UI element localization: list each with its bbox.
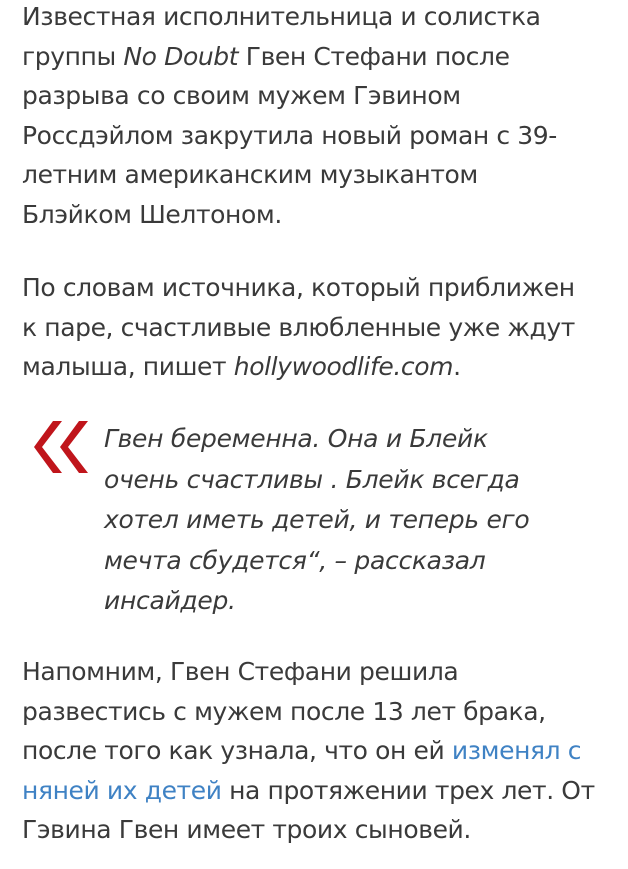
text-fragment: группы [22,41,124,71]
text-fragment: . [453,352,461,382]
quote-line: очень счастливы . Блейк всегда [104,464,520,494]
article-paragraph-intro [22,0,557,235]
quote-mark-icon [32,419,90,475]
text-line: Известная исполнительница и солистка [22,2,541,31]
quote-line: Гвен беременна. Она и Блейк [104,424,488,453]
source-site-emphasis: hollywoodlife.com [233,352,454,382]
text-line [22,37,557,77]
text-line: Блэйком Шелтоном. [22,199,282,229]
quote-line: хотел иметь детей, и теперь его [104,505,530,534]
text-fragment: Гвен Стефани после [238,41,510,71]
band-name-emphasis: No Doubt [123,41,239,71]
cheating-article-link-continued[interactable]: няней их детей [22,775,222,805]
quote-text [104,419,529,622]
text-fragment: малыша, пишет [22,352,234,382]
cheating-article-link[interactable]: изменял с [451,736,582,766]
text-fragment: после того как узнала, что он ей [22,736,452,766]
text-line: По словам источника, который приближен [22,273,575,302]
text-line [22,731,595,771]
text-line: Напомним, Гвен Стефани решила [22,657,459,686]
text-line: разрыва со своим мужем Гэвином [22,81,461,111]
text-line: Гэвина Гвен имеет троих сыновей. [22,815,471,845]
text-line: к паре, счастливые влюбленные уже ждут [22,312,575,342]
text-line [22,771,595,811]
text-line: развестись с мужем после 13 лет брака, [22,696,546,726]
text-line: Россдэйлом закрутила новый роман с 39- [22,120,557,150]
text-line [22,347,575,387]
quote-line: инсайдер. [104,586,236,615]
article-paragraph-recap [22,652,595,850]
quote-line: мечта сбудется“, – рассказал [104,545,486,575]
text-line: летним американским музыкантом [22,160,478,190]
text-fragment: на протяжении трех лет. От [221,775,595,805]
article-paragraph-source [22,268,575,387]
blockquote [22,413,622,623]
